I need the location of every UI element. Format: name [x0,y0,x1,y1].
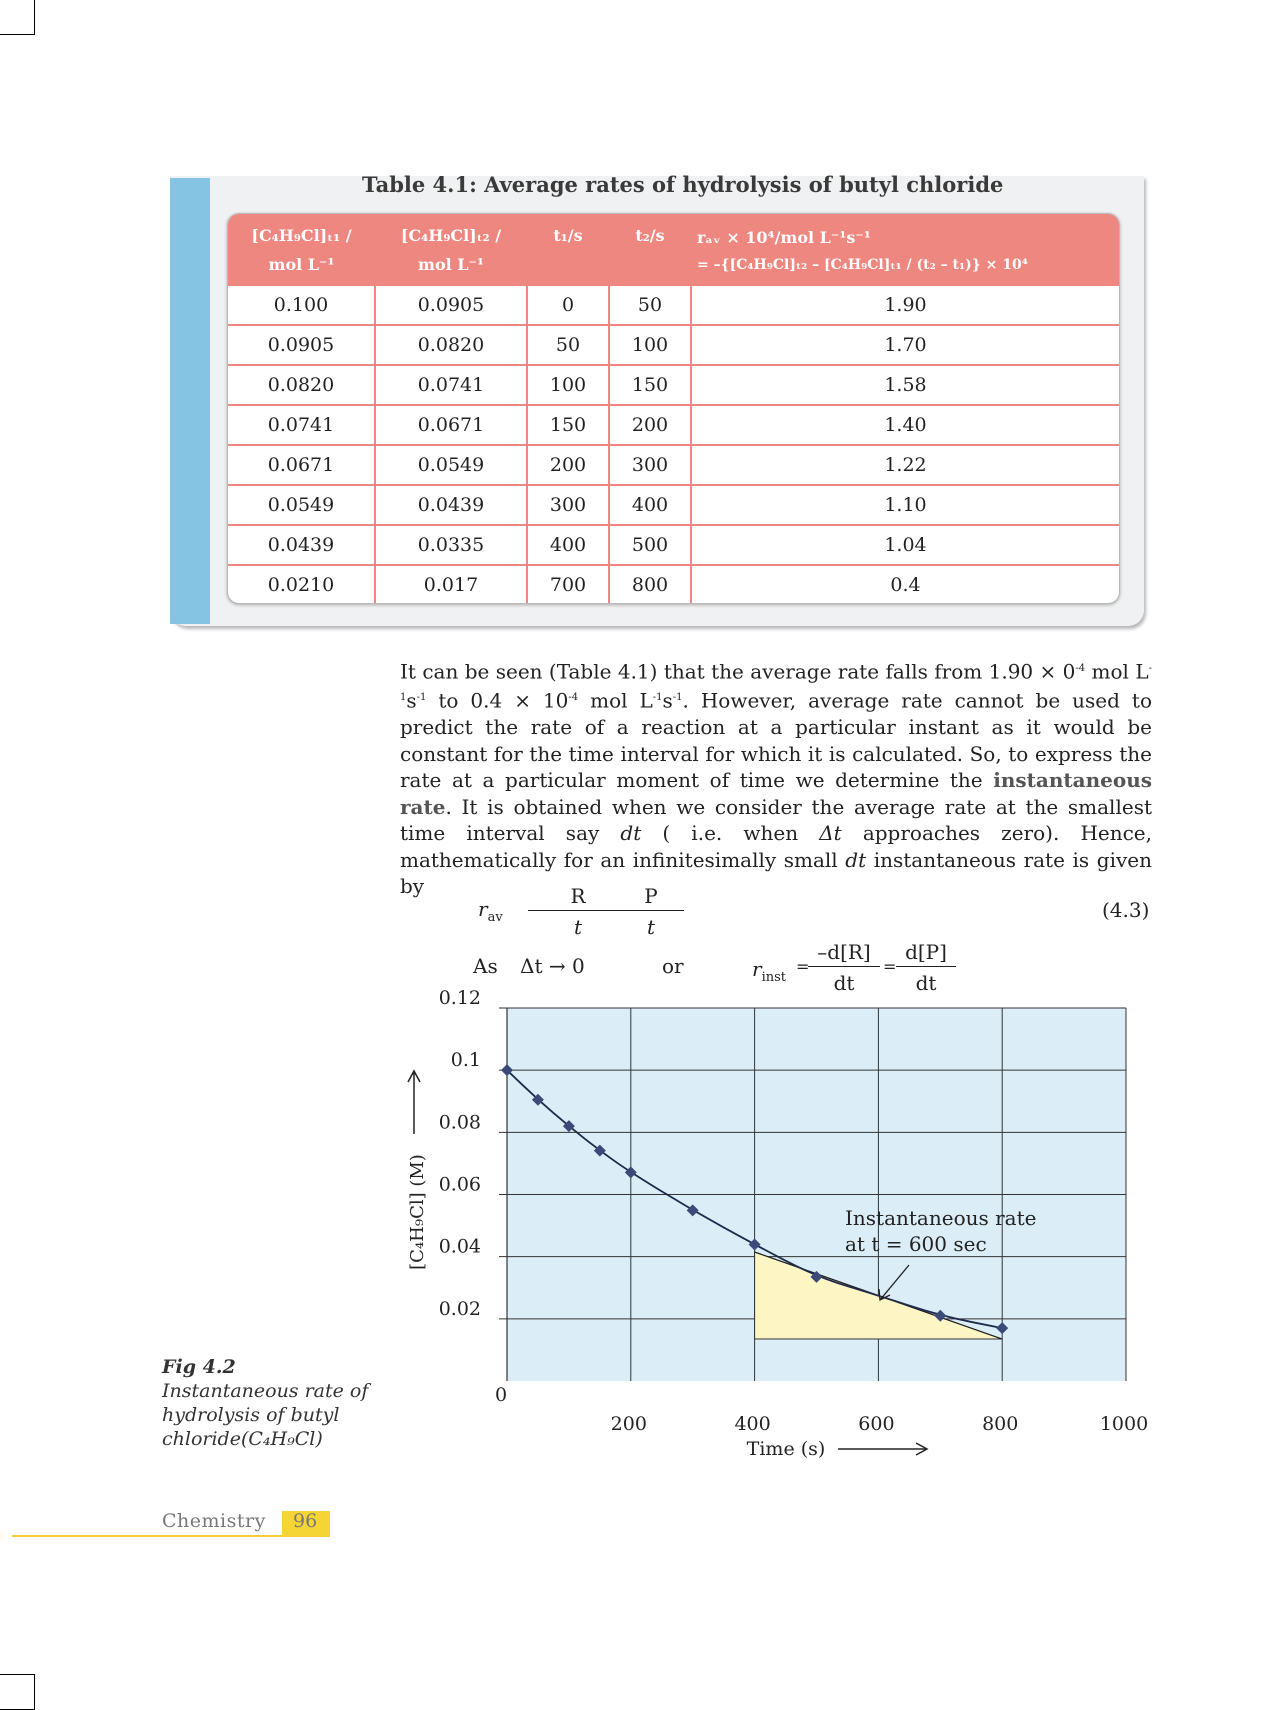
table-cell: 50 [609,286,691,325]
table-cell: 0.0439 [228,525,375,565]
table-title: Table 4.1: Average rates of hydrolysis of butyl chloride [362,172,1004,197]
x-tick-label: 0 [494,1384,508,1406]
x-axis-label: Time (s) [746,1438,826,1460]
table-cell: 100 [609,325,691,365]
table-cell: 0.0741 [375,365,527,405]
table-cell: 0.4 [691,565,1119,604]
header-conc-t2: [C₄H₉Cl]ₜ₂ / mol L⁻¹ [375,214,527,286]
eq-or: or [662,954,684,978]
y-tick-label: 0.12 [438,987,481,1009]
table-cell: 300 [527,485,609,525]
eq-as: As [473,954,498,978]
eq-r-inst: $r_{inst}$ [752,957,786,985]
eq-fraction-dp: $\frac{d[P]}{dt}$ [896,940,956,995]
table-cell: 0.0671 [375,405,527,445]
x-tick-label: 600 [858,1413,895,1435]
table-cell: 0 [527,286,609,325]
table-cell: 800 [609,565,691,604]
table-cell: 0.0671 [228,445,375,485]
y-axis-label: [C₄H₉Cl] (M) [407,1154,428,1270]
y-tick-label: 0.1 [450,1049,481,1072]
table-cell: 50 [527,325,609,365]
table-cell: 0.0820 [375,325,527,365]
y-tick-label: 0.02 [438,1297,481,1320]
table-cell: 100 [527,365,609,405]
table-cell: 0.0820 [228,365,375,405]
y-tick-label: 0.06 [438,1173,481,1196]
y-tick-label: 0.04 [438,1235,481,1258]
table-cell: 1.90 [884,294,927,316]
header-t1: t₁/s [527,214,609,286]
footer-subject: Chemistry [162,1510,266,1532]
table-cell: 0.017 [375,565,527,604]
footer-page-number: 96 [293,1510,318,1532]
table-cell: 700 [527,565,609,604]
table-cell: 0.0335 [375,525,527,565]
table-cell: 0.0549 [375,445,527,485]
table-cell: 0.0439 [375,485,527,525]
table-cell: 0.100 [228,286,375,325]
table-cell: 150 [527,405,609,445]
table-cell: 500 [609,525,691,565]
table-cell: 200 [527,445,609,485]
header-t2: t₂/s [609,214,691,286]
eq-equals-1: = [796,957,810,976]
table-cell: 1.58 [691,365,1119,405]
table-cell: 400 [527,525,609,565]
table-cell: 200 [609,405,691,445]
x-tick-label: 400 [734,1413,771,1435]
x-tick-label: 800 [982,1413,1019,1435]
table-cell: 0.0210 [228,565,375,604]
eq-equals-2: = [883,957,897,976]
x-tick-label: 200 [610,1413,647,1435]
eq-r-av: $r_{av}$ [478,897,503,925]
annotation-line-2: at t = 600 sec [845,1232,987,1256]
eq-fraction-dr: $\frac{-d[R]}{dt}$ [808,940,880,995]
table-cell: 300 [609,445,691,485]
table-cell: 1.22 [691,445,1119,485]
eq-number: (4.3) [1102,898,1150,922]
table-cell: 1.70 [691,325,1119,365]
figure-caption-text: Instantaneous rate of hydrolysis of butyl chloride(C₄H₉Cl) [162,1380,369,1450]
bold-term: instantaneous rate [400,768,1152,819]
figure-number: Fig 4.2 [162,1356,236,1378]
table-cell: 0.0905 [228,325,375,365]
table-cell: 1.04 [691,525,1119,565]
table-cell: 1.10 [691,485,1119,525]
table-cell: 150 [609,365,691,405]
header-average-rate: rₐᵥ × 10⁴/mol L⁻¹s⁻¹ = –{[C₄H₉Cl]ₜ₂ – [C₄H₉Cl]ₜ₁ / (t₂ – t₁)} × 10⁴ [691,214,1119,286]
figure-caption [162,1355,392,1451]
x-tick-label: 1000 [1099,1413,1149,1435]
body-paragraph: It can be seen (Table 4.1) that the average rate falls from $1.90 \times 0^{-4}$ mol $L^{-1}s^{-1}$ to $0.4 \times 10^{-4}$ mol $L^{-1}s^{-1}$. However, average rate cannot be used to predict the rate of a reaction at a particular instant as it would be constant for the time interval for which it is calculated. So, to express the rate at a particular moment of time we determine the instantaneous rate. It is obtained when we consider the average rate at the smallest time interval say dt ( i.e. when Δt approaches zero). Hence, mathematically for an infinitesimally small dt instantaneous rate is given by [400,659,1152,899]
y-tick-label: 0.08 [438,1111,481,1134]
table-cell: 0.0905 [375,286,527,325]
table-cell: 400 [609,485,691,525]
eq-fraction-p: $\frac{P}{t}$ [618,884,684,939]
table-cell: 1.40 [691,405,1119,445]
table-cell: 0.0741 [228,405,375,445]
table-cell: 0.0549 [228,485,375,525]
eq-limit: Δt → 0 [520,954,585,978]
annotation-line-1: Instantaneous rate [845,1206,1037,1230]
eq-fraction-r: $\frac{R}{t}$ [528,884,628,939]
header-conc-t1: [C₄H₉Cl]ₜ₁ / mol L⁻¹ [228,214,375,286]
